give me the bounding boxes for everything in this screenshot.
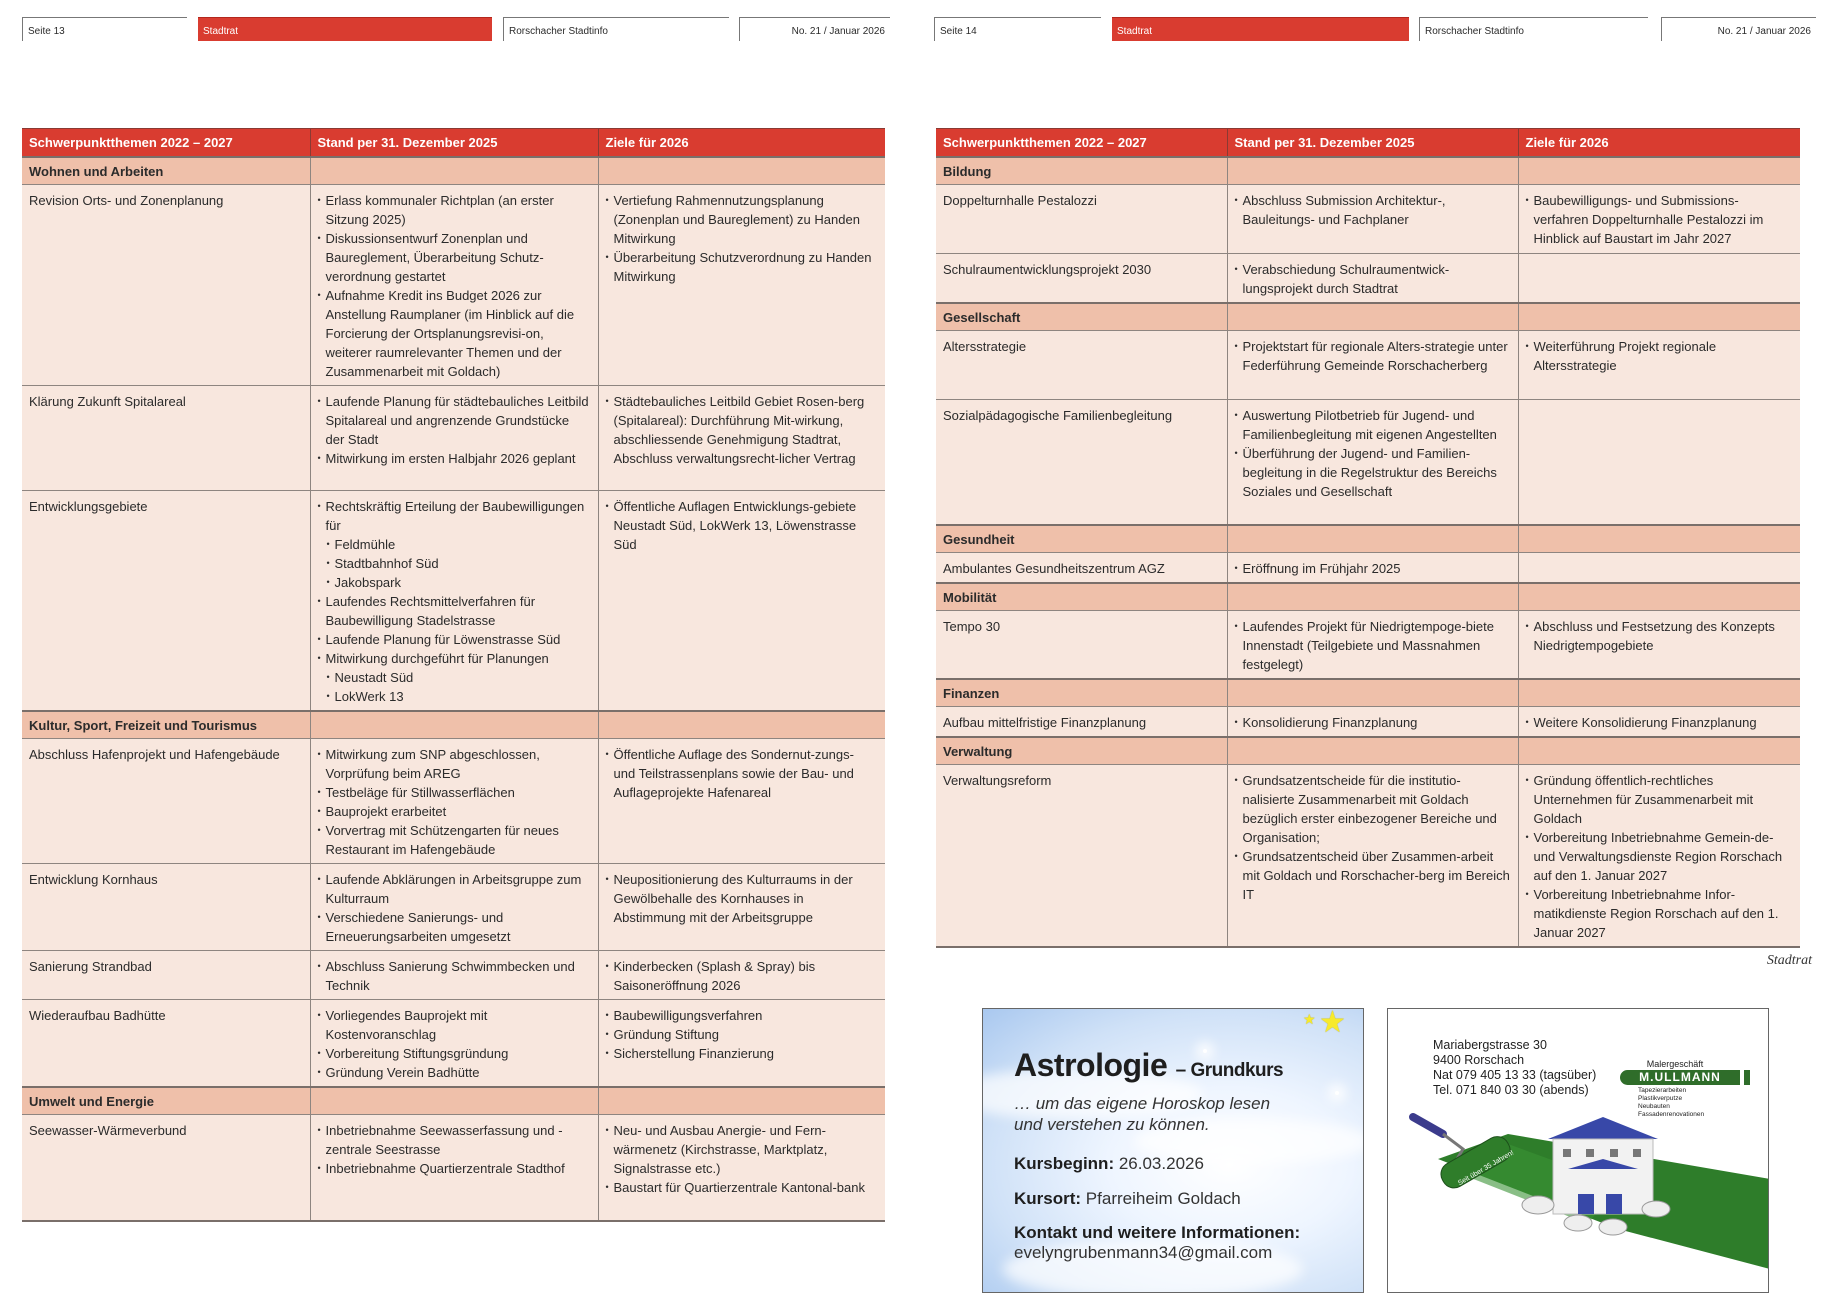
section-title: Wohnen und Arbeiten xyxy=(22,157,310,185)
status-subitem: • Feldmühle xyxy=(318,535,591,554)
status-item: • Laufende Planung für Löwenstrasse Süd xyxy=(318,630,591,649)
table-row xyxy=(936,707,1800,738)
section-row xyxy=(936,525,1800,553)
status-item: • Inbetriebnahme Quartierzentrale Stadthof xyxy=(318,1159,591,1178)
column-header-status: Stand per 31. Dezember 2025 xyxy=(310,129,598,157)
table-row xyxy=(936,610,1800,679)
goals-cell xyxy=(1518,253,1800,303)
column-header-topic: Schwerpunktthemen 2022 – 2027 xyxy=(936,129,1227,157)
goals-cell xyxy=(1518,610,1800,679)
goals-cell xyxy=(598,184,885,385)
table-row xyxy=(22,999,885,1087)
column-header-topic: Schwerpunktthemen 2022 – 2027 xyxy=(22,129,310,157)
table-header-row xyxy=(936,129,1800,157)
goal-item: • Weitere Konsolidierung Finanzplanung xyxy=(1526,713,1794,732)
status-cell xyxy=(310,1115,598,1221)
goals-cell xyxy=(1518,765,1800,948)
section-title: Kultur, Sport, Freizeit und Tourismus xyxy=(22,711,310,739)
business-type: Malergeschäft xyxy=(1646,1059,1704,1069)
painter-ad xyxy=(1387,1008,1769,1293)
section-row xyxy=(22,157,885,185)
status-item: • Vorvertrag mit Schützengarten für neues Restaurant im Hafengebäude xyxy=(318,821,591,859)
course-start xyxy=(1014,1154,1204,1174)
publication-name: Rorschacher Stadtinfo xyxy=(503,17,729,41)
status-item: • Auswertung Pilotbetrieb für Jugend- und Familienbegleitung mit eigenen Angestellten xyxy=(1235,406,1511,444)
page-number: Seite 14 xyxy=(934,17,1101,41)
goals-cell xyxy=(598,490,885,711)
astrology-ad xyxy=(982,1008,1364,1293)
tagline-line: … um das eigene Horoskop lesen xyxy=(1014,1094,1271,1113)
section-row xyxy=(22,711,885,739)
course-location xyxy=(1014,1189,1241,1209)
topic-cell: Seewasser-Wärmeverbund xyxy=(22,1115,310,1221)
status-item: • Konsolidierung Finanzplanung xyxy=(1235,713,1511,732)
section-row xyxy=(936,679,1800,707)
table-row xyxy=(936,331,1800,400)
status-cell xyxy=(1227,253,1518,303)
ad-title xyxy=(1014,1047,1283,1084)
goals-cell xyxy=(1518,707,1800,738)
goal-item: • Neupositionierung des Kulturraums in der Gewölbehalle des Kornhauses in Abstimmung mit der Arbeitsgruppe xyxy=(606,870,879,927)
status-item: • Verschiedene Sanierungs- und Erneuerungsarbeiten umgesetzt xyxy=(318,908,591,946)
section-title: Gesundheit xyxy=(936,525,1227,553)
status-item: • Abschluss Sanierung Schwimmbecken und Technik xyxy=(318,957,591,995)
column-header-goals: Ziele für 2026 xyxy=(598,129,885,157)
status-cell xyxy=(310,950,598,999)
table-row xyxy=(936,765,1800,948)
status-item: • Mitwirkung zum SNP abgeschlossen, Vorprüfung beim AREG xyxy=(318,745,591,783)
service-item: Plastikverputze xyxy=(1638,1095,1683,1102)
table-row xyxy=(22,184,885,385)
svg-text:Seit über 35 Jahren!: Seit über 35 Jahren! xyxy=(1456,1149,1516,1188)
section-row xyxy=(936,303,1800,331)
status-item: • Laufendes Projekt für Niedrigtempoge-biete Innenstadt (Teilgebiete und Massnahmen festgelegt) xyxy=(1235,617,1511,674)
topic-cell: Abschluss Hafenprojekt und Hafengebäude xyxy=(22,738,310,863)
goal-item: • Überarbeitung Schutzverordnung zu Handen Mitwirkung xyxy=(606,248,879,286)
issue-number: No. 21 / Januar 2026 xyxy=(739,17,890,41)
goal-item: • Vorbereitung Inbetriebnahme Gemein-de- und Verwaltungsdienste Region Rorschach auf den 1. Januar 2027 xyxy=(1526,828,1794,885)
brand-name: M.ULLMANN xyxy=(1620,1070,1740,1085)
course-location-label: Kursort: xyxy=(1014,1189,1082,1208)
star-icon: ★ xyxy=(1319,1008,1346,1039)
topic-cell: Schulraumentwicklungsprojekt 2030 xyxy=(936,253,1227,303)
status-item: • Bauprojekt erarbeitet xyxy=(318,802,591,821)
ad-title-suffix: – Grundkurs xyxy=(1175,1060,1284,1081)
topic-cell: Entwicklung Kornhaus xyxy=(22,863,310,950)
phone-evening: Tel. 071 840 03 30 (abends) xyxy=(1433,1083,1589,1097)
status-cell xyxy=(1227,707,1518,738)
table-row xyxy=(936,253,1800,303)
section-title: Bildung xyxy=(936,157,1227,185)
contact-label: Kontakt und weitere Informationen: xyxy=(1014,1223,1301,1242)
status-subitem: • Jakobspark xyxy=(318,573,591,592)
goals-cell xyxy=(1518,552,1800,583)
course-start-value: 26.03.2026 xyxy=(1118,1154,1204,1173)
section-row xyxy=(22,1087,885,1115)
status-item: • Testbeläge für Stillwasserflächen xyxy=(318,783,591,802)
status-item: • Laufende Abklärungen in Arbeitsgruppe zum Kulturraum xyxy=(318,870,591,908)
status-item: • Gründung Verein Badhütte xyxy=(318,1063,591,1082)
status-cell xyxy=(310,385,598,490)
status-cell xyxy=(1227,184,1518,253)
goal-item: • Baubewilligungsverfahren xyxy=(606,1006,879,1025)
column-header-status: Stand per 31. Dezember 2025 xyxy=(1227,129,1518,157)
goal-item: • Vorbereitung Inbetriebnahme Infor-matikdienste Region Rorschach auf den 1. Januar 2027 xyxy=(1526,885,1794,942)
table-header-row xyxy=(22,129,885,157)
table-row xyxy=(22,950,885,999)
topic-cell: Revision Orts- und Zonenplanung xyxy=(22,184,310,385)
issue-number: No. 21 / Januar 2026 xyxy=(1661,17,1816,41)
status-cell xyxy=(310,490,598,711)
status-item: • Mitwirkung im ersten Halbjahr 2026 geplant xyxy=(318,449,591,468)
status-subitem: • Stadtbahnhof Süd xyxy=(318,554,591,573)
ad-tagline xyxy=(1014,1093,1334,1135)
table-row xyxy=(22,863,885,950)
topic-cell: Klärung Zukunft Spitalareal xyxy=(22,385,310,490)
status-cell xyxy=(310,999,598,1087)
status-item: • Grundsatzentscheid über Zusammen-arbeit mit Goldach und Rorschacher-berg im Bereich IT xyxy=(1235,847,1511,904)
page-14 xyxy=(912,0,1824,1310)
topic-cell: Altersstrategie xyxy=(936,331,1227,400)
goal-item: • Gründung Stiftung xyxy=(606,1025,879,1044)
goals-cell xyxy=(598,385,885,490)
table-row xyxy=(936,400,1800,525)
star-icon: ★ xyxy=(1303,1011,1316,1027)
status-item: • Rechtskräftig Erteilung der Baubewilligungen für xyxy=(318,497,591,535)
goal-item: • Sicherstellung Finanzierung xyxy=(606,1044,879,1063)
status-item: • Verabschiedung Schulraumentwick-lungsprojekt durch Stadtrat xyxy=(1235,260,1511,298)
topic-cell: Doppelturnhalle Pestalozzi xyxy=(936,184,1227,253)
column-header-goals: Ziele für 2026 xyxy=(1518,129,1800,157)
status-item: • Grundsatzentscheide für die institutio-nalisierte Zusammenarbeit mit Goldach bezüglich erster einbezogener Bereiche und Organisation; xyxy=(1235,771,1511,847)
goals-cell xyxy=(1518,331,1800,400)
address-street: Mariabergstrasse 30 xyxy=(1433,1038,1547,1052)
topic-cell: Tempo 30 xyxy=(936,610,1227,679)
goal-item: • Weiterführung Projekt regionale Altersstrategie xyxy=(1526,337,1794,375)
course-location-value: Pfarreiheim Goldach xyxy=(1085,1189,1241,1208)
ad-title-main: Astrologie xyxy=(1014,1047,1168,1083)
status-cell xyxy=(1227,765,1518,948)
status-subitem: • LokWerk 13 xyxy=(318,687,591,706)
topic-cell: Entwicklungsgebiete xyxy=(22,490,310,711)
goal-item: • Kinderbecken (Splash & Spray) bis Saisoneröffnung 2026 xyxy=(606,957,879,995)
goal-item: • Öffentliche Auflagen Entwicklungs-gebiete Neustadt Süd, LokWerk 13, Löwenstrasse Süd xyxy=(606,497,879,554)
goals-cell xyxy=(1518,400,1800,525)
status-item: • Überführung der Jugend- und Familien-begleitung in die Regelstruktur des Bereichs Soziales und Gesellschaft xyxy=(1235,444,1511,501)
section-title: Verwaltung xyxy=(936,737,1227,765)
author-signature: Stadtrat xyxy=(1766,953,1812,968)
priorities-table xyxy=(22,128,885,1222)
phone-day: Nat 079 405 13 33 (tagsüber) xyxy=(1433,1068,1597,1082)
status-item: • Eröffnung im Frühjahr 2025 xyxy=(1235,559,1511,578)
section-title: Mobilität xyxy=(936,583,1227,611)
status-item: • Aufnahme Kredit ins Budget 2026 zur Anstellung Raumplaner (im Hinblick auf die Forcierung der Ortsplanungsrevisi-on, weiterer raumrelevanter Themen und der Zusammenarbeit mit Goldach) xyxy=(318,286,591,381)
goals-cell xyxy=(598,999,885,1087)
goal-item: • Abschluss und Festsetzung des Konzepts Niedrigtempogebiete xyxy=(1526,617,1794,655)
section-label: Stadtrat xyxy=(1112,17,1409,41)
service-item: Tapezierarbeiten xyxy=(1638,1087,1687,1094)
status-cell xyxy=(1227,331,1518,400)
priorities-table xyxy=(936,128,1800,948)
goal-item: • Vertiefung Rahmennutzungsplanung (Zonenplan und Baureglement) zu Handen Mitwirkung xyxy=(606,191,879,248)
status-item: • Vorbereitung Stiftungsgründung xyxy=(318,1044,591,1063)
goal-item: • Städtebauliches Leitbild Gebiet Rosen-berg (Spitalareal): Durchführung Mit-wirkung, abschliessende Genehmigung Stadtrat, Abschluss verwaltungsrecht-licher Vertrag xyxy=(606,392,879,468)
topic-cell: Sanierung Strandbad xyxy=(22,950,310,999)
status-item: • Erlass kommunaler Richtplan (an erster Sitzung 2025) xyxy=(318,191,591,229)
section-row xyxy=(936,583,1800,611)
table-row xyxy=(22,738,885,863)
address-city: 9400 Rorschach xyxy=(1433,1053,1525,1067)
table-row xyxy=(22,385,885,490)
status-item: • Laufendes Rechtsmittelverfahren für Baubewilligung Stadelstrasse xyxy=(318,592,591,630)
goals-cell xyxy=(1518,184,1800,253)
contact-email[interactable]: evelyngrubenmann34@gmail.com xyxy=(1014,1243,1273,1262)
course-start-label: Kursbeginn: xyxy=(1014,1154,1115,1173)
status-item: • Inbetriebnahme Seewasserfassung und -zentrale Seestrasse xyxy=(318,1121,591,1159)
goals-cell xyxy=(598,950,885,999)
table-row xyxy=(936,552,1800,583)
goal-item: • Öffentliche Auflage des Sondernut-zungs- und Teilstrassenplans sowie der Bau- und Auflageprojekte Hafenareal xyxy=(606,745,879,802)
status-cell xyxy=(1227,400,1518,525)
goal-item: • Baustart für Quartierzentrale Kantonal-bank xyxy=(606,1178,879,1197)
topic-cell: Aufbau mittelfristige Finanzplanung xyxy=(936,707,1227,738)
goal-item: • Gründung öffentlich-rechtliches Unternehmen für Zusammenarbeit mit Goldach xyxy=(1526,771,1794,828)
business-address xyxy=(1433,1038,1596,1098)
section-title: Umwelt und Energie xyxy=(22,1087,310,1115)
goal-item: • Neu- und Ausbau Anergie- und Fern-wärmenetz (Kirchstrasse, Marktplatz, Signalstrasse etc.) xyxy=(606,1121,879,1178)
services-list xyxy=(1638,1087,1740,1119)
topic-cell: Ambulantes Gesundheitszentrum AGZ xyxy=(936,552,1227,583)
section-row xyxy=(936,157,1800,185)
status-item: • Laufende Planung für städtebauliches Leitbild Spitalareal und angrenzende Grundstücke der Stadt xyxy=(318,392,591,449)
goals-cell xyxy=(598,1115,885,1221)
status-cell xyxy=(310,738,598,863)
service-item: Neubauten xyxy=(1638,1103,1670,1110)
status-item: • Diskussionsentwurf Zonenplan und Baureglement, Überarbeitung Schutz-verordnung gestartet xyxy=(318,229,591,286)
topic-cell: Verwaltungsreform xyxy=(936,765,1227,948)
status-item: • Projektstart für regionale Alters-strategie unter Federführung Gemeinde Rorschacherberg xyxy=(1235,337,1511,375)
status-cell xyxy=(1227,610,1518,679)
goals-cell xyxy=(598,863,885,950)
table-row xyxy=(936,184,1800,253)
status-cell xyxy=(1227,552,1518,583)
tagline-line: und verstehen zu können. xyxy=(1014,1115,1210,1134)
status-cell xyxy=(310,863,598,950)
topic-cell: Sozialpädagogische Familienbegleitung xyxy=(936,400,1227,525)
service-item: Fassadenrenovationen xyxy=(1638,1111,1705,1118)
status-item: • Abschluss Submission Architektur-, Bauleitungs- und Fachplaner xyxy=(1235,191,1511,229)
status-item: • Vorliegendes Bauprojekt mit Kostenvoranschlag xyxy=(318,1006,591,1044)
business-logo xyxy=(1620,1059,1740,1119)
table-row xyxy=(22,490,885,711)
publication-name: Rorschacher Stadtinfo xyxy=(1419,17,1648,41)
topic-cell: Wiederaufbau Badhütte xyxy=(22,999,310,1087)
goal-item: • Baubewilligungs- und Submissions-verfahren Doppelturnhalle Pestalozzi im Hinblick auf Baustart im Jahr 2027 xyxy=(1526,191,1794,248)
sparkle-icon xyxy=(1335,1091,1339,1095)
status-subitem: • Neustadt Süd xyxy=(318,668,591,687)
section-title: Finanzen xyxy=(936,679,1227,707)
page-number: Seite 13 xyxy=(22,17,187,41)
section-title: Gesellschaft xyxy=(936,303,1227,331)
goals-cell xyxy=(598,738,885,863)
section-row xyxy=(936,737,1800,765)
table-row xyxy=(22,1115,885,1221)
status-cell xyxy=(310,184,598,385)
status-item: • Mitwirkung durchgeführt für Planungen xyxy=(318,649,591,668)
section-label: Stadtrat xyxy=(198,17,492,41)
